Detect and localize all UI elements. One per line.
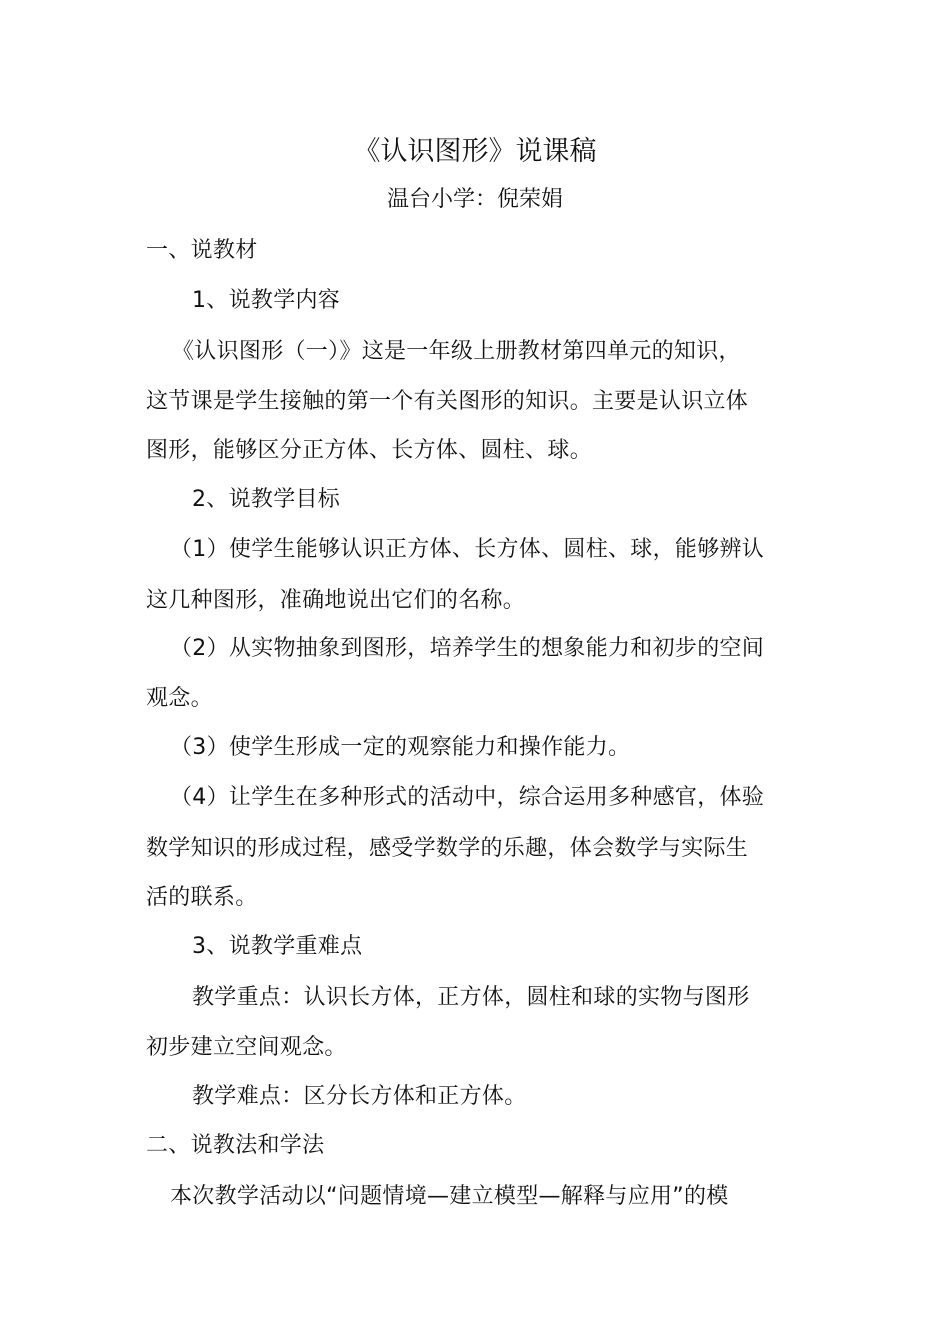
paragraph-line: （3）使学生形成一定的观察能力和操作能力。 — [170, 735, 631, 760]
paragraph-line: 初步建立空间观念。 — [146, 1035, 347, 1060]
document-title: 《认识图形》说课稿 — [353, 136, 597, 167]
section-heading: 一、说教材 — [146, 238, 258, 263]
section-heading: 二、说教法和学法 — [146, 1133, 325, 1158]
subsection-heading: 3、说教学重难点 — [192, 934, 363, 959]
paragraph-line: 这几种图形，准确地说出它们的名称。 — [146, 588, 526, 613]
paragraph-line: 教学难点：区分长方体和正方体。 — [192, 1084, 527, 1109]
paragraph-line: 本次教学活动以“问题情境—建立模型—解释与应用”的模 — [170, 1184, 729, 1209]
paragraph-line: （2）从实物抽象到图形，培养学生的想象能力和初步的空间 — [170, 636, 765, 661]
subsection-heading: 1、说教学内容 — [192, 288, 341, 313]
paragraph-line: 这节课是学生接触的第一个有关图形的知识。主要是认识立体 — [146, 389, 749, 414]
paragraph-line: （4）让学生在多种形式的活动中，综合运用多种感官，体验 — [170, 785, 765, 810]
paragraph-line: 《认识图形（一）》这是一年级上册教材第四单元的知识， — [172, 339, 741, 364]
paragraph-line: 观念。 — [146, 686, 213, 711]
paragraph-line: （1）使学生能够认识正方体、长方体、圆柱、球，能够辨认 — [170, 537, 765, 562]
paragraph-line: 教学重点：认识长方体，正方体，圆柱和球的实物与图形 — [192, 985, 750, 1010]
document-author: 温台小学：倪荣娟 — [386, 187, 563, 212]
subsection-heading: 2、说教学目标 — [192, 487, 341, 512]
paragraph-line: 数学知识的形成过程，感受学数学的乐趣，体会数学与实际生 — [146, 836, 749, 861]
paragraph-line: 图形，能够区分正方体、长方体、圆柱、球。 — [146, 438, 593, 463]
paragraph-line: 活的联系。 — [146, 885, 258, 910]
